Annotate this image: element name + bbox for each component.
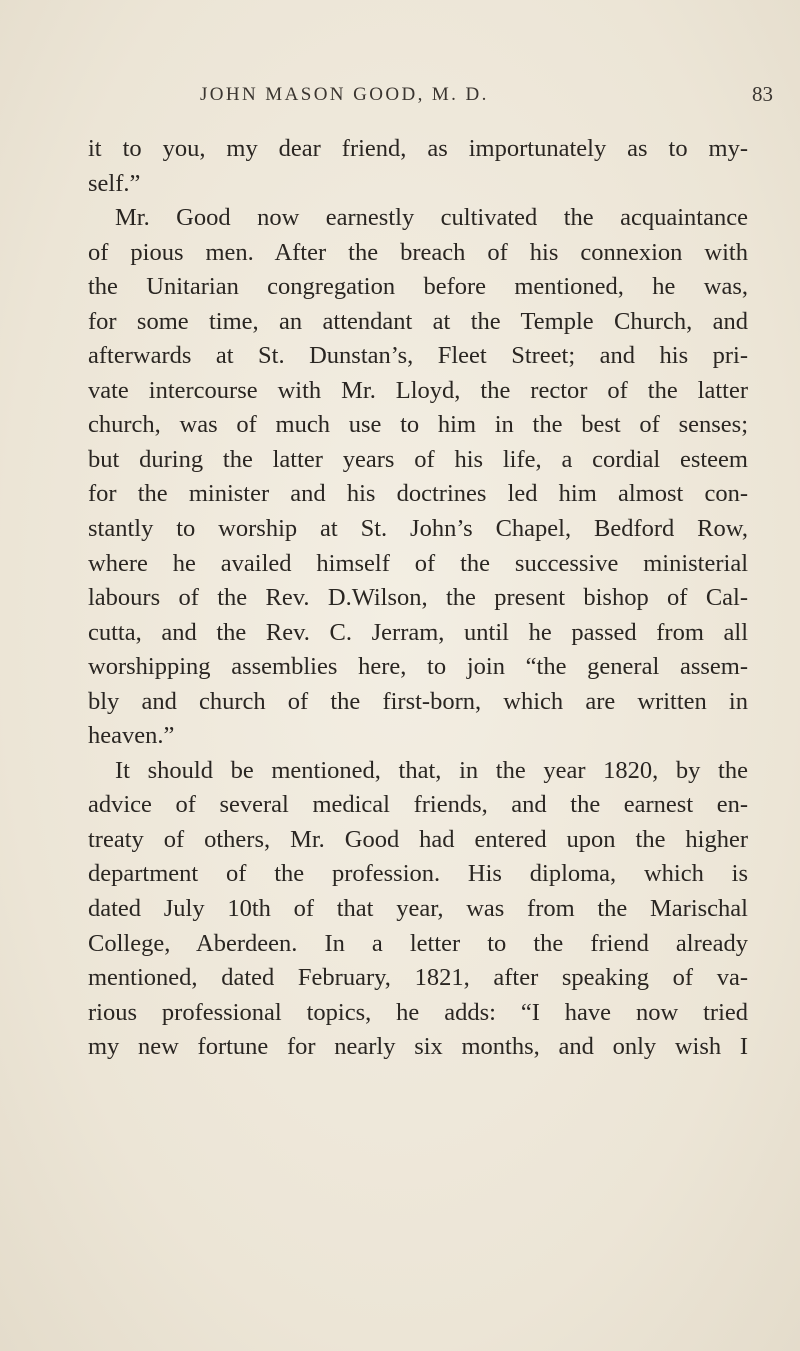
text-line: for some time, an attendant at the Temple Church, and [88, 307, 748, 335]
text-line: worshipping assemblies here, to join “the general assem- [88, 653, 748, 681]
text-line: Mr. Good now earnestly cultivated the acquaintance [115, 204, 748, 232]
text-line: but during the latter years of his life, a cordial esteem [88, 445, 748, 473]
text-line: treaty of others, Mr. Good had entered upon the higher [88, 825, 748, 853]
text-line: mentioned, dated February, 1821, after speaking of va- [88, 964, 748, 992]
text-line: for the minister and his doctrines led him almost con- [88, 480, 748, 508]
text-line: dated July 10th of that year, was from the Marischal [88, 895, 748, 923]
text-line: my new fortune for nearly six months, and only wish I [88, 1033, 748, 1061]
text-line: cutta, and the Rev. C. Jerram, until he passed from all [88, 618, 748, 646]
text-line: it to you, my dear friend, as importunately as to my- [88, 135, 748, 162]
text-line: the Unitarian congregation before mentioned, he was, [88, 273, 748, 301]
text-line: department of the profession. His diploma, which is [88, 860, 748, 888]
text-line: bly and church of the first-born, which are written in [88, 687, 748, 715]
text-line: stantly to worship at St. John’s Chapel, Bedford Row, [88, 515, 748, 543]
page-number: 83 [752, 82, 773, 106]
running-title: JOHN MASON GOOD, M. D. [200, 84, 489, 105]
running-head [0, 84, 800, 114]
text-line: rious professional topics, he adds: “I have now tried [88, 998, 748, 1026]
text-line: heaven.” [88, 722, 175, 750]
text-line: afterwards at St. Dunstan’s, Fleet Street; and his pri- [88, 342, 748, 370]
body-text [88, 132, 748, 1065]
text-line: It should be mentioned, that, in the year 1820, by the [115, 756, 748, 784]
text-line: self.” [88, 169, 141, 197]
text-line: vate intercourse with Mr. Lloyd, the rector of the latter [88, 376, 748, 404]
text-line: church, was of much use to him in the best of senses; [88, 411, 748, 439]
text-line: labours of the Rev. D.Wilson, the present bishop of Cal- [88, 584, 748, 612]
text-line: College, Aberdeen. In a letter to the friend already [88, 929, 748, 957]
text-line: where he availed himself of the successive ministerial [88, 549, 748, 577]
text-line: of pious men. After the breach of his connexion with [88, 238, 748, 266]
text-line: advice of several medical friends, and the earnest en- [88, 791, 748, 819]
